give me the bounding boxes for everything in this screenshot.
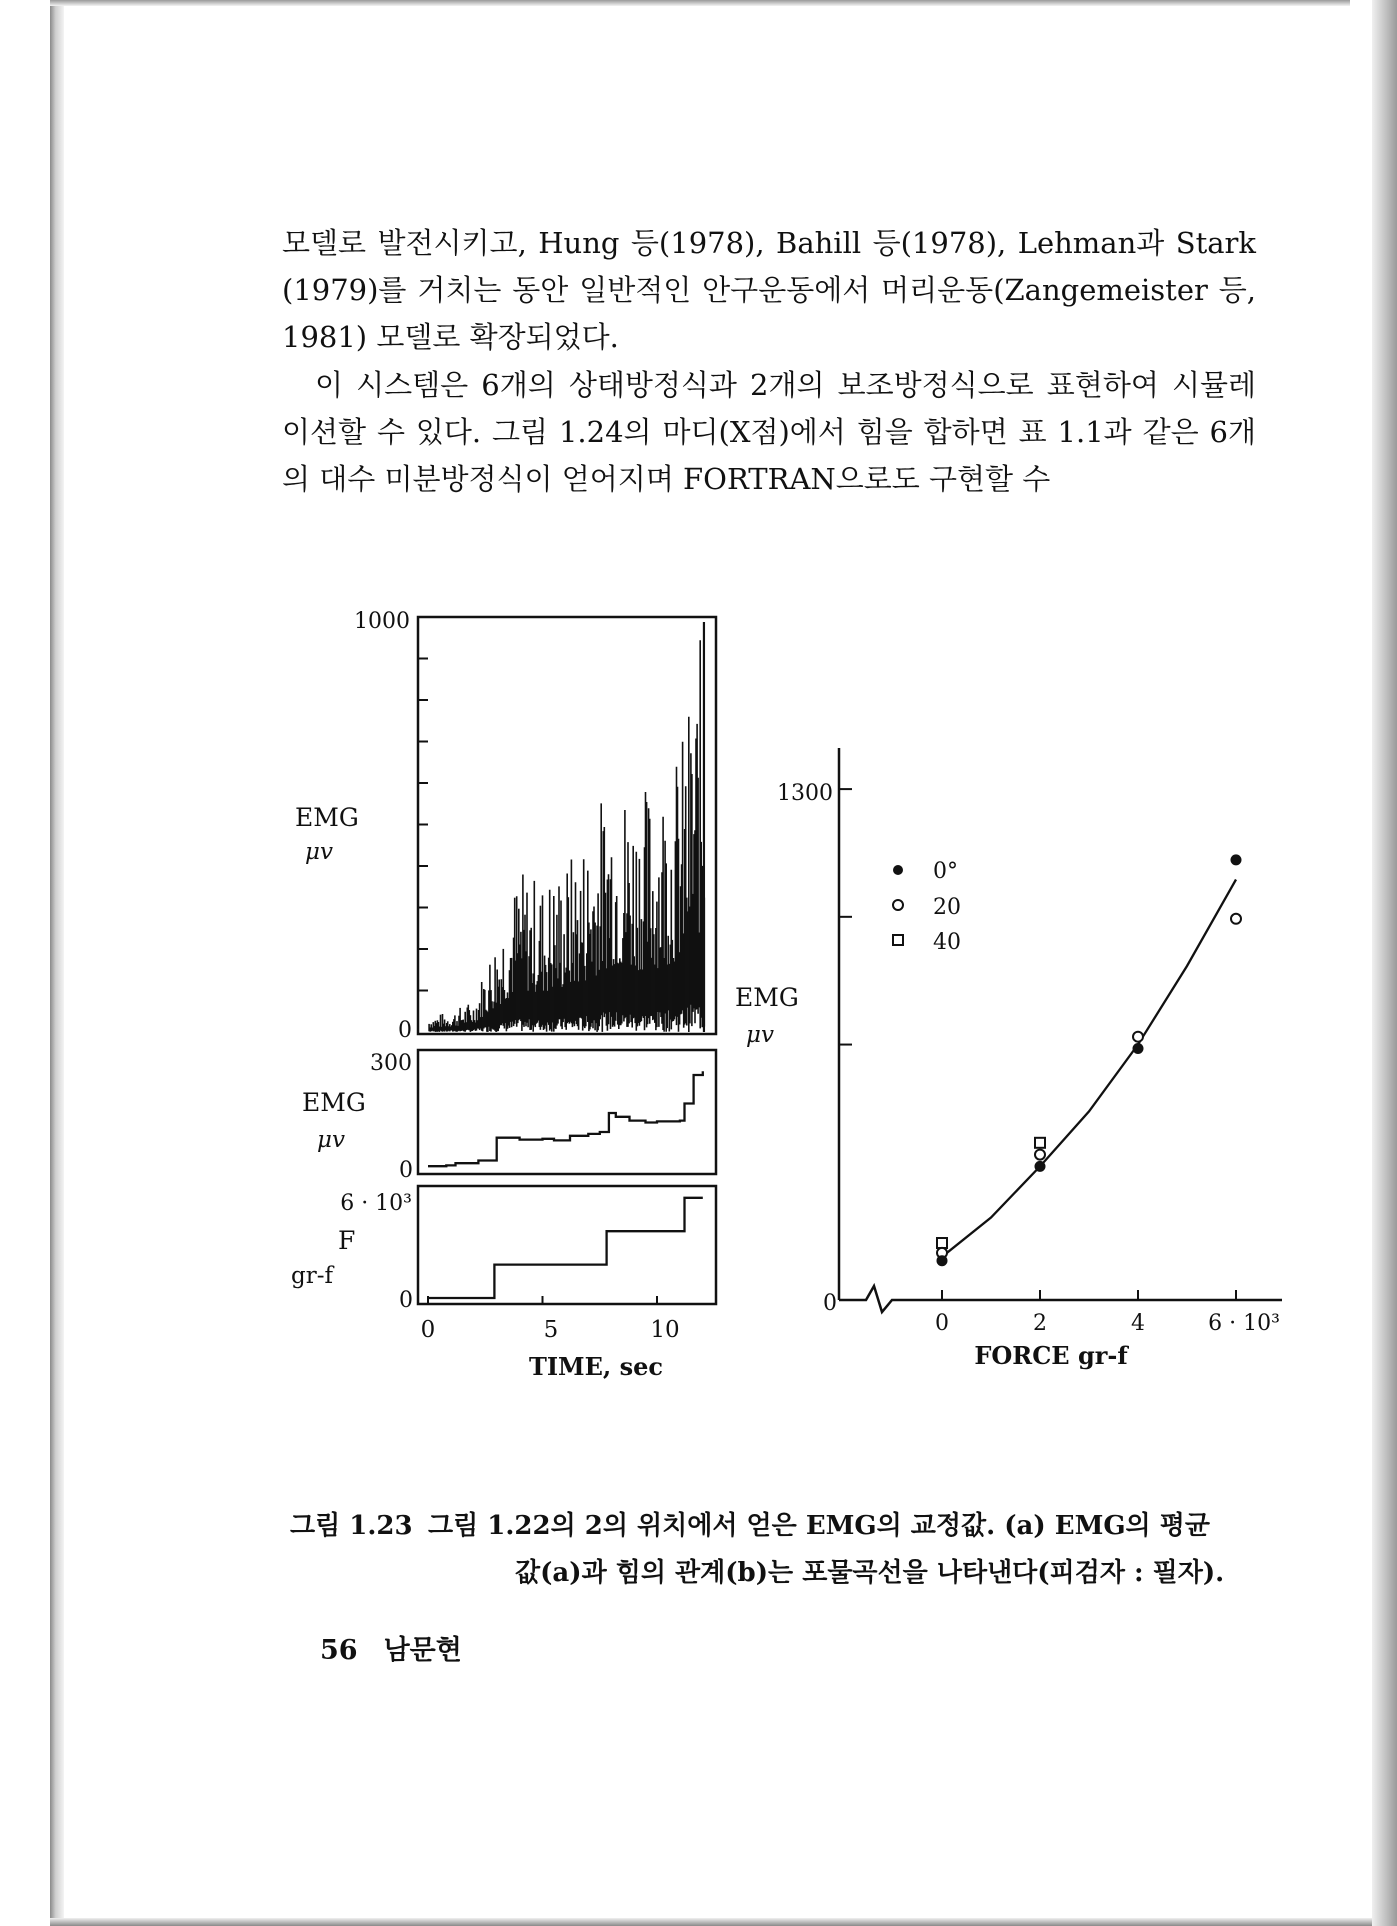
bottom-panel-frame (418, 1186, 716, 1304)
right-x-ticks (942, 1290, 1236, 1300)
point-40-open-square (1035, 1138, 1045, 1148)
mean-emg-step-line (428, 1071, 703, 1166)
author-name: 남문현 (383, 1635, 462, 1666)
fit-curve (942, 880, 1236, 1257)
page-number: 56 (320, 1635, 358, 1666)
legend-marker-filled-circle (893, 865, 903, 875)
left-xlabel: TIME, sec (528, 1352, 664, 1381)
right-xtick-0: 0 (935, 1311, 949, 1336)
top-panel-yunit: μv (305, 839, 333, 865)
right-yunit: μv (746, 1022, 774, 1048)
mid-panel-yunit: μv (317, 1127, 345, 1153)
point-0deg-filled-circle (1231, 854, 1242, 865)
legend-label-0deg: 0° (933, 859, 958, 884)
point-0deg-filled-circle (1035, 1161, 1046, 1172)
right-yzero-label: 0 (823, 1291, 837, 1316)
left-xtick-0: 0 (420, 1317, 436, 1343)
right-xtick-2: 2 (1033, 1311, 1047, 1336)
left-xtick-10: 10 (650, 1317, 680, 1343)
top-panel-ticks (418, 659, 428, 991)
mid-panel-ymax: 300 (370, 1051, 412, 1076)
bottom-panel-ymax: 6 · 10³ (340, 1191, 412, 1216)
bottom-panel-ylabel: F (338, 1226, 356, 1255)
raw-emg-trace (429, 622, 704, 1032)
point-40-open-square (937, 1238, 947, 1248)
caption-number: 그림 1.23 (290, 1511, 413, 1541)
legend-marker-open-square (893, 935, 903, 945)
right-ylabel: EMG (735, 983, 799, 1012)
page-footer (320, 1628, 488, 1667)
legend-marker-open-circle (893, 900, 903, 910)
mid-panel-frame (418, 1050, 716, 1174)
point-20-open-circle (1133, 1032, 1143, 1042)
point-0deg-filled-circle (1133, 1043, 1144, 1054)
caption-line-1: 그림 1.22의 2의 위치에서 얻은 EMG의 교정값. (a) EMG의 평균 (428, 1511, 1210, 1541)
force-step-line (428, 1198, 703, 1298)
right-xlabel: FORCE gr-f (974, 1341, 1128, 1370)
left-xtick-5: 5 (543, 1317, 559, 1343)
point-20-open-circle (1231, 914, 1241, 924)
paragraph-1: 모델로 발전시키고, Hung 등(1978), Bahill 등(1978), Lehman과 Stark (1979)를 거치는 동안 일반적인 안구운동에서 머리운동(Zangemeister 등, 1981) 모델로 확장되었다. (282, 226, 1256, 354)
bottom-panel-yunit: gr-f (291, 1263, 334, 1289)
point-0deg-filled-circle (937, 1255, 948, 1266)
scatter-points (937, 854, 1242, 1266)
right-xtick-4: 4 (1131, 1311, 1145, 1336)
axis-break (839, 1286, 1282, 1312)
right-xtick-6: 6 · 10³ (1208, 1311, 1280, 1336)
figure-caption (290, 1503, 1265, 1597)
right-ymax-label: 1300 (777, 781, 833, 806)
mid-panel-ymin: 0 (399, 1158, 413, 1183)
legend-label-40: 40 (933, 930, 961, 955)
top-panel-ymin: 0 (398, 1018, 412, 1043)
caption-line-2: 값(a)과 힘의 관계(b)는 포물곡선을 나타낸다(피검자 : 필자). (515, 1558, 1225, 1588)
top-panel-ymax: 1000 (354, 609, 410, 634)
left-plots (291, 609, 716, 1381)
top-panel-ylabel: EMG (295, 803, 359, 832)
point-20-open-circle (1035, 1150, 1045, 1160)
paragraph-2: 이 시스템은 6개의 상태방정식과 2개의 보조방정식으로 표현하여 시뮬레이션할 수 있다. 그림 1.24의 마디(X점)에서 힘을 합하면 표 1.1과 같은 6개의 대수 미분방정식이 얻어지며 FORTRAN으로도 구현할 수 (282, 368, 1256, 496)
bottom-panel-ymin: 0 (399, 1288, 413, 1313)
mid-panel-ylabel: EMG (302, 1088, 366, 1117)
right-plot (735, 748, 1282, 1370)
right-y-ticks (839, 789, 852, 1044)
legend-label-20: 20 (933, 895, 961, 920)
